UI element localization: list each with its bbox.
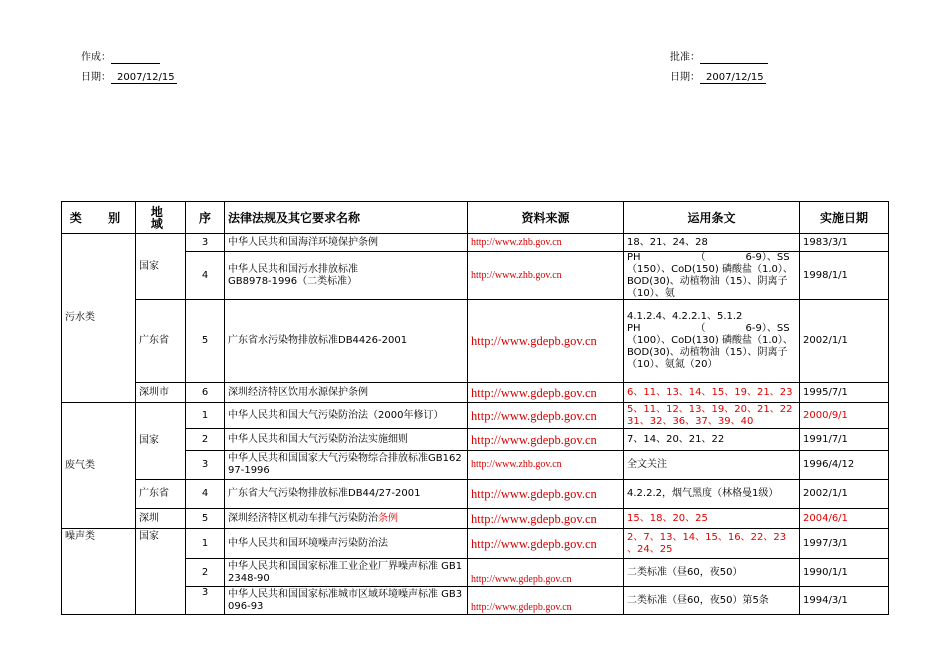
region-guangdong: 广东省: [136, 300, 186, 383]
category-noise: 噪声类: [62, 529, 136, 615]
maker-label: 作成：: [81, 52, 111, 63]
row-number: 2: [186, 559, 225, 587]
row-number: 5: [186, 300, 225, 383]
table-row: [62, 559, 889, 587]
effective-date: 2004/6/1: [800, 509, 889, 529]
region-shenzhen: 深圳: [136, 509, 186, 529]
effective-date: 1996/4/12: [800, 451, 889, 480]
effective-date: 2002/1/1: [800, 300, 889, 383]
clauses: 4.1.2.4、4.2.2.1、5.1.2 PH （ 6-9）、SS（100）、CoD(130) 磷酸盐（1.0）、BOD(30)、动植物油（15）、阴离子（10）、氨氮（20）: [624, 300, 800, 383]
row-number: 3: [186, 587, 225, 615]
regulation-name: 中华人民共和国国家标准工业企业厂界噪声标准 GB12348-90: [225, 559, 468, 587]
region-national: 国家: [136, 403, 186, 480]
source-link[interactable]: http://www.gdepb.gov.cn: [468, 383, 624, 403]
table-row: [62, 234, 889, 252]
row-number: 1: [186, 529, 225, 559]
col-header-region: 地 域: [136, 202, 186, 234]
source-link[interactable]: http://www.gdepb.gov.cn: [468, 300, 624, 383]
regulation-name: [225, 509, 468, 529]
effective-date: 1990/1/1: [800, 559, 889, 587]
effective-date: 1998/1/1: [800, 252, 889, 300]
table-row: [62, 429, 889, 451]
effective-date: 1995/7/1: [800, 383, 889, 403]
source-link[interactable]: http://www.gdepb.gov.cn: [468, 529, 624, 559]
region-national: 国家: [136, 234, 186, 300]
regulation-name-suffix: 条例: [378, 512, 398, 524]
approver-field: [670, 52, 768, 64]
clauses: 4.2.2.2，烟气黑度（林格曼1级）: [624, 480, 800, 509]
clauses: 6、11、13、14、15、19、21、23: [624, 383, 800, 403]
regulation-name: 广东省大气污染物排放标准DB44/27-2001: [225, 480, 468, 509]
table-row: [62, 509, 889, 529]
row-number: 5: [186, 509, 225, 529]
table-row: [62, 587, 889, 615]
region-guangdong: 广东省: [136, 480, 186, 509]
clauses: 二类标准（昼60，夜50）: [624, 559, 800, 587]
table-row: [62, 529, 889, 559]
maker-underline: [111, 52, 160, 64]
effective-date: 2002/1/1: [800, 480, 889, 509]
source-link[interactable]: http://www.zhb.gov.cn: [468, 252, 624, 300]
regulation-name: 中华人民共和国海洋环境保护条例: [225, 234, 468, 252]
row-number: 6: [186, 383, 225, 403]
col-header-clauses: 运用条文: [624, 202, 800, 234]
category-water: 污水类: [62, 234, 136, 403]
table-row: [62, 480, 889, 509]
col-header-number: 序: [186, 202, 225, 234]
col-header-name: 法律法规及其它要求名称: [225, 202, 468, 234]
region-shenzhen-city: 深圳市: [136, 383, 186, 403]
region-national: 国家: [136, 529, 186, 615]
regulation-name: 中华人民共和国环境噪声污染防治法: [225, 529, 468, 559]
approver-date-value: 2007/12/15: [700, 72, 766, 84]
source-link[interactable]: http://www.gdepb.gov.cn: [468, 559, 624, 587]
regulation-name: 中华人民共和国国家大气污染物综合排放标准GB16297-1996: [225, 451, 468, 480]
maker-date-value: 2007/12/15: [111, 72, 177, 84]
col-header-category: 类 别: [62, 202, 136, 234]
clauses: 二类标准（昼60，夜50）第5条: [624, 587, 800, 615]
effective-date: 1994/3/1: [800, 587, 889, 615]
source-link[interactable]: http://www.zhb.gov.cn: [468, 451, 624, 480]
col-header-source: 资料来源: [468, 202, 624, 234]
regulation-name: 深圳经济特区饮用水源保护条例: [225, 383, 468, 403]
regulation-name: 中华人民共和国国家标准城市区域环境噪声标准 GB3096-93: [225, 587, 468, 615]
regulation-name-main: 深圳经济特区机动车排气污染防治: [228, 512, 378, 524]
approver-underline: [700, 52, 768, 64]
table-row: [62, 252, 889, 300]
regulations-table: [61, 201, 889, 615]
clauses: 5、11、12、13、19、20、21、22 31、32、36、37、39、40: [624, 403, 800, 429]
effective-date: 1991/7/1: [800, 429, 889, 451]
row-number: 3: [186, 234, 225, 252]
category-air: 废气类: [62, 403, 136, 529]
regulation-name: 中华人民共和国污水排放标准 GB8978-1996（二类标准）: [225, 252, 468, 300]
table-row: [62, 383, 889, 403]
source-link[interactable]: http://www.gdepb.gov.cn: [468, 480, 624, 509]
maker-field: [81, 52, 160, 64]
source-link[interactable]: http://www.gdepb.gov.cn: [468, 429, 624, 451]
clauses: 全文关注: [624, 451, 800, 480]
table-row: [62, 403, 889, 429]
row-number: 3: [186, 451, 225, 480]
maker-date-field: [81, 72, 177, 84]
source-link[interactable]: http://www.gdepb.gov.cn: [468, 509, 624, 529]
effective-date: 1983/3/1: [800, 234, 889, 252]
source-link[interactable]: http://www.gdepb.gov.cn: [468, 403, 624, 429]
regulation-name: 中华人民共和国大气污染防治法（2000年修订）: [225, 403, 468, 429]
row-number: 2: [186, 429, 225, 451]
row-number: 4: [186, 480, 225, 509]
effective-date: 2000/9/1: [800, 403, 889, 429]
clauses: 18、21、24、28: [624, 234, 800, 252]
source-link[interactable]: http://www.gdepb.gov.cn: [468, 587, 624, 615]
regulation-name: 广东省水污染物排放标准DB4426-2001: [225, 300, 468, 383]
col-header-date: 实施日期: [800, 202, 889, 234]
clauses: 15、18、20、25: [624, 509, 800, 529]
clauses: PH （ 6-9）、SS（150）、CoD(150) 磷酸盐（1.0）、BOD(30)、动植物油（15）、阴离子（10）、氨: [627, 252, 793, 299]
clauses: 2、7、13、14、15、16、22、23 、24、25: [624, 529, 800, 559]
approver-label: 批准：: [670, 52, 700, 63]
approver-date-label: 日期：: [670, 72, 700, 83]
clauses: 7、14、20、21、22: [624, 429, 800, 451]
maker-date-label: 日期：: [81, 72, 111, 83]
table-row: [62, 451, 889, 480]
row-number: 1: [186, 403, 225, 429]
table-header-row: [62, 202, 889, 234]
regulation-name: 中华人民共和国大气污染防治法实施细则: [225, 429, 468, 451]
source-link[interactable]: http://www.zhb.gov.cn: [468, 234, 624, 252]
effective-date: 1997/3/1: [800, 529, 889, 559]
approver-date-field: [670, 72, 766, 84]
table-row: [62, 300, 889, 383]
row-number: 4: [186, 252, 225, 300]
